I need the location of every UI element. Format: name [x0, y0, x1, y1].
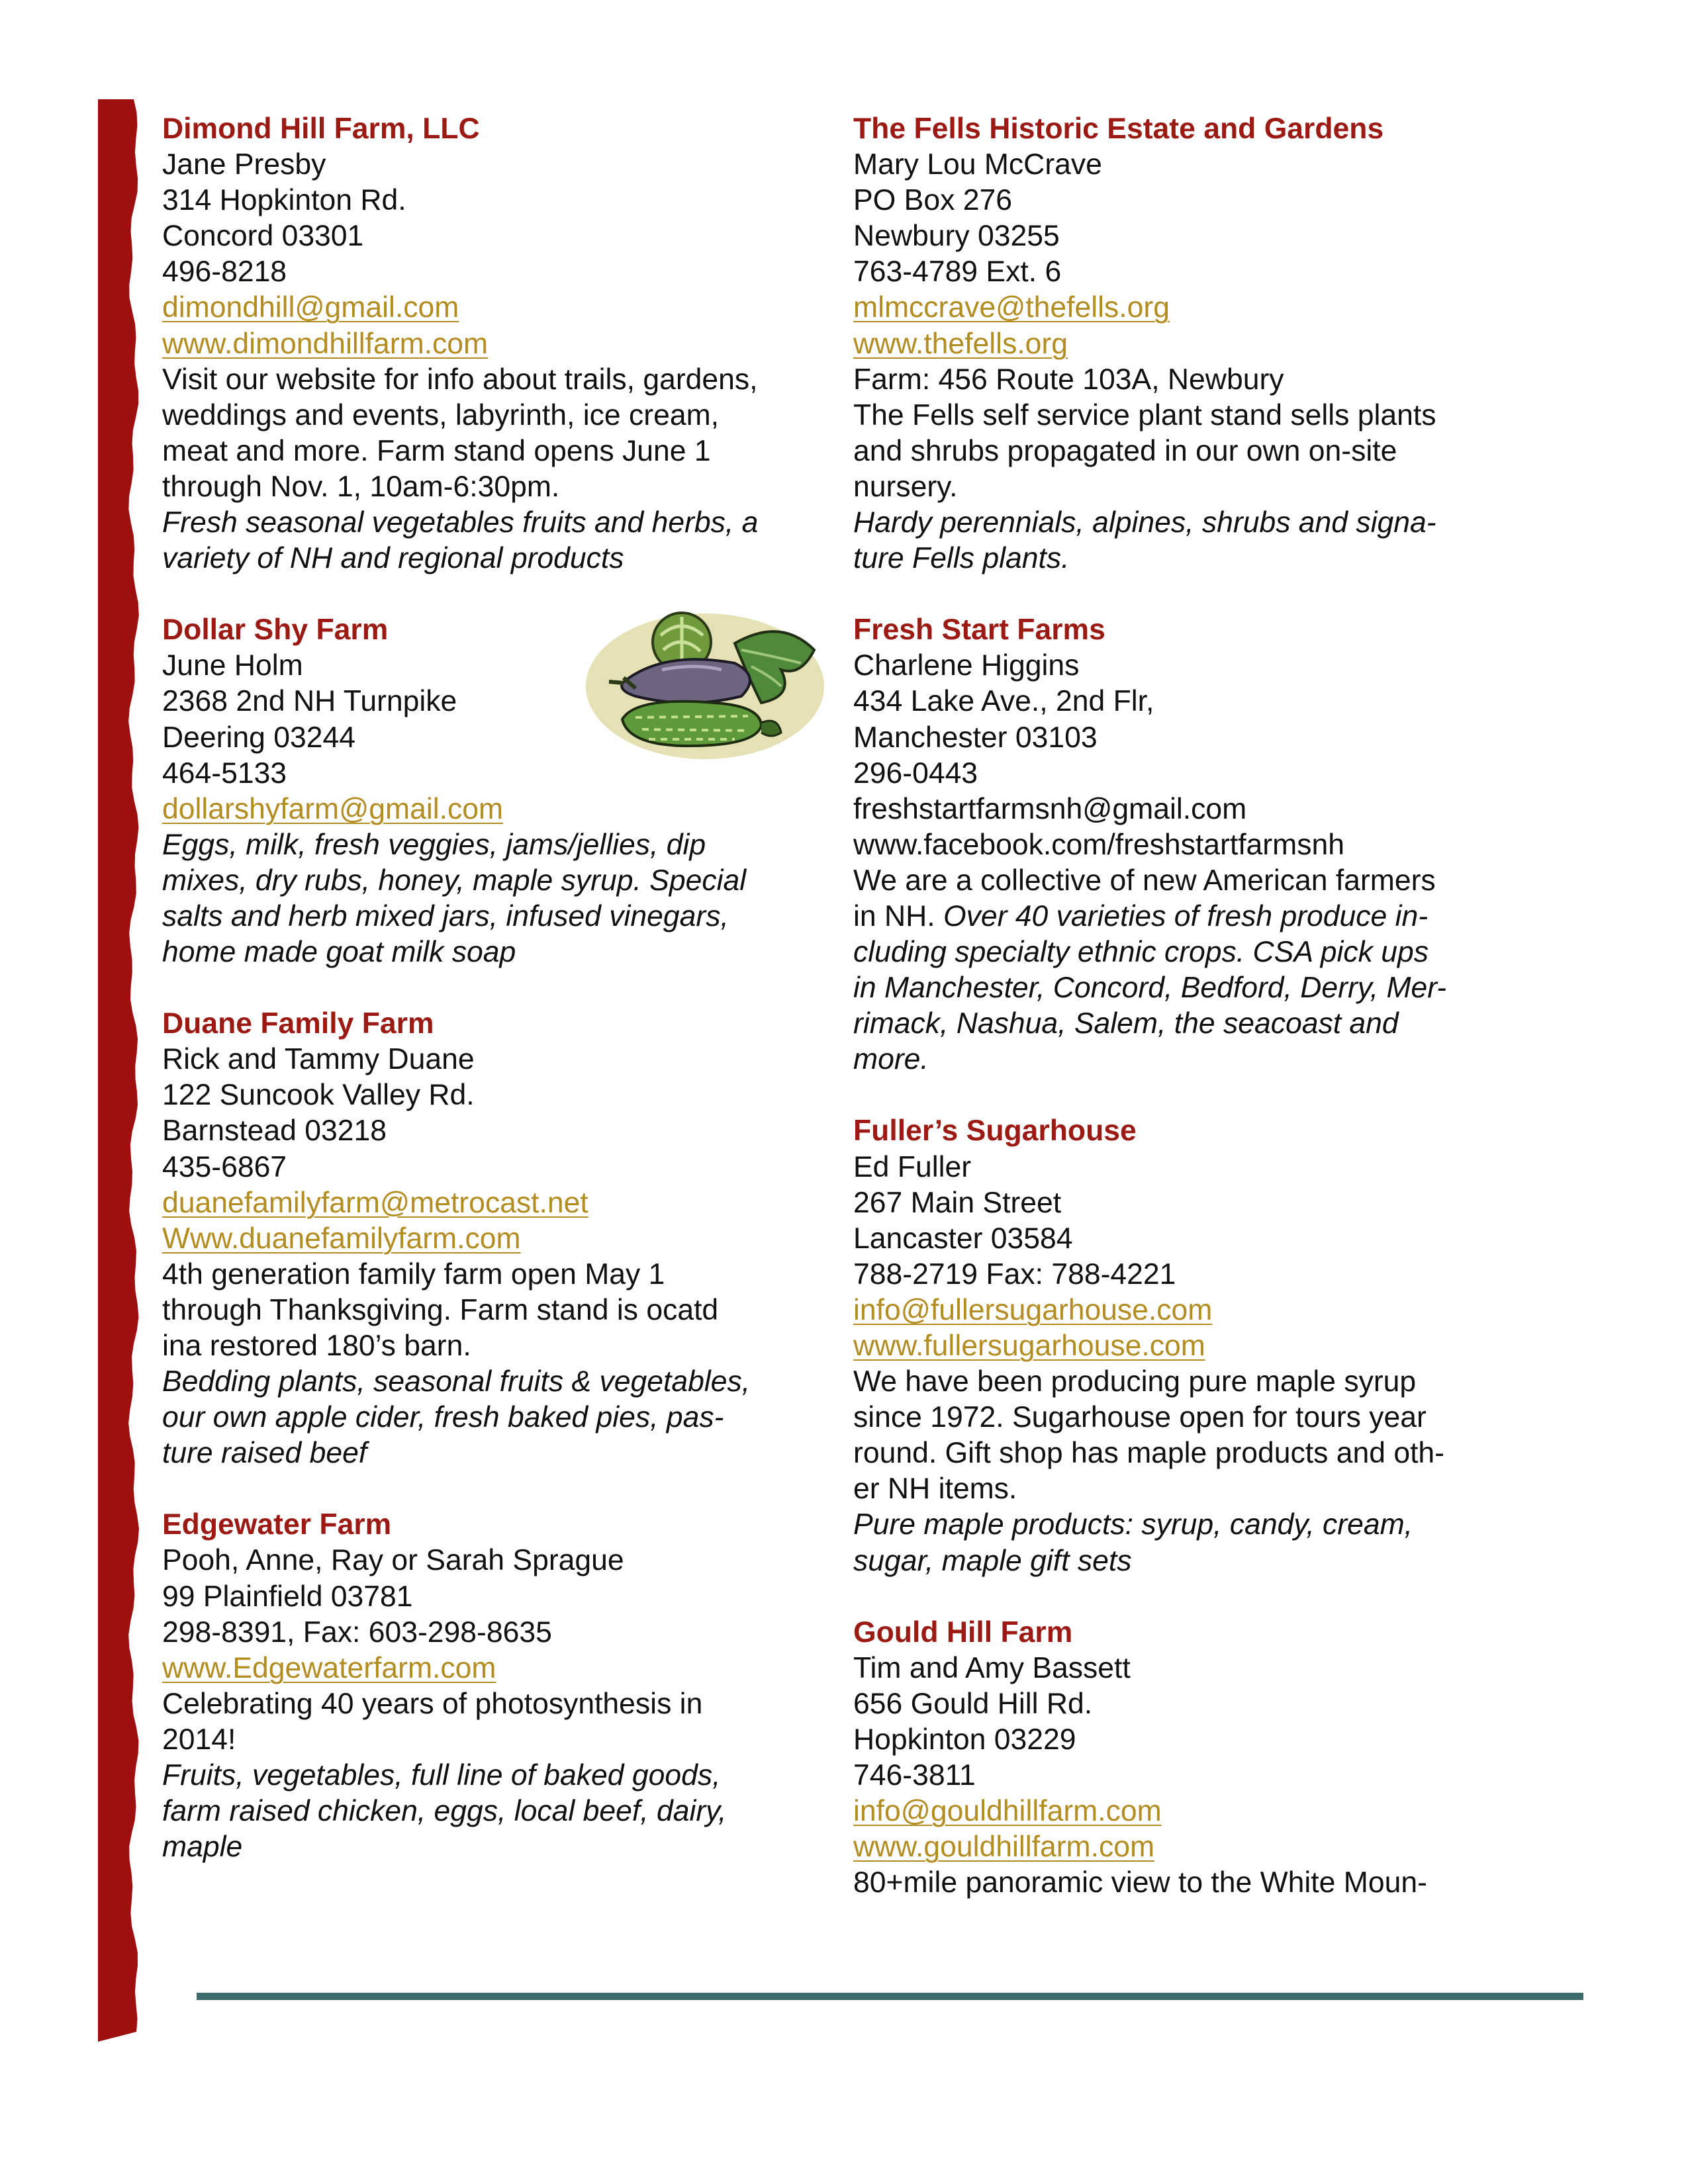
product-description: Pure maple products: syrup, candy, cream,: [853, 1508, 1413, 1541]
email-link[interactable]: info@fullersugarhouse.com: [853, 1293, 1213, 1326]
detail-line: 2368 2nd NH Turnpike: [162, 685, 457, 718]
bottom-rule: [197, 1993, 1583, 2000]
product-description: Hardy perennials, alpines, shrubs and signa-: [853, 506, 1436, 539]
product-description: Fruits, vegetables, full line of baked goods,: [162, 1759, 721, 1792]
product-description: farm raised chicken, eggs, local beef, dairy,: [162, 1795, 727, 1828]
detail-line: Pooh, Anne, Ray or Sarah Sprague: [162, 1544, 624, 1577]
farm-name: Edgewater Farm: [162, 1508, 392, 1541]
detail-line: 746-3811: [853, 1759, 976, 1792]
detail-line: We are a collective of new American farmers: [853, 864, 1436, 897]
detail-line: PO Box 276: [853, 184, 1012, 217]
detail-line: 434 Lake Ave., 2nd Flr,: [853, 685, 1154, 718]
email-link[interactable]: info@gouldhillfarm.com: [853, 1795, 1162, 1828]
detail-line: Lancaster 03584: [853, 1222, 1073, 1255]
farm-name: Gould Hill Farm: [853, 1615, 1073, 1649]
detail-line: nursery.: [853, 470, 958, 503]
detail-line: www.facebook.com/freshstartfarmsnh: [853, 828, 1344, 861]
detail-line: The Fells self service plant stand sells plants: [853, 398, 1436, 432]
right-column: [853, 111, 1545, 1936]
product-description: mixes, dry rubs, honey, maple syrup. Special: [162, 864, 747, 897]
product-description: salts and herb mixed jars, infused vinegars,: [162, 899, 729, 933]
website-link[interactable]: www.fullersugarhouse.com: [853, 1330, 1205, 1362]
detail-line: and shrubs propagated in our own on-site: [853, 434, 1397, 467]
detail-line: ina restored 180’s barn.: [162, 1330, 471, 1362]
detail-line: Barnstead 03218: [162, 1115, 387, 1148]
farm-name: Dimond Hill Farm, LLC: [162, 113, 480, 145]
detail-line: 656 Gould Hill Rd.: [853, 1687, 1093, 1720]
side-decorative-bar: [98, 99, 142, 2042]
detail-line: Hopkinton 03229: [853, 1723, 1076, 1756]
product-description: maple: [162, 1831, 243, 1864]
detail-line: Visit our website for info about trails, gardens,: [162, 363, 758, 396]
product-description: Bedding plants, seasonal fruits & vegetables,: [162, 1365, 751, 1398]
farm-entry: [853, 1113, 1545, 1578]
website-link[interactable]: www.dimondhillfarm.com: [162, 327, 489, 360]
website-link[interactable]: www.thefells.org: [853, 327, 1068, 360]
detail-line: Charlene Higgins: [853, 649, 1080, 682]
detail-line: Tim and Amy Bassett: [853, 1651, 1131, 1684]
detail-line: Rick and Tammy Duane: [162, 1043, 475, 1076]
farm-entry: [853, 612, 1545, 1077]
detail-line: 122 Suncook Valley Rd.: [162, 1079, 475, 1112]
detail-line: 4th generation family farm open May 1: [162, 1257, 665, 1291]
product-description: cluding specialty ethnic crops. CSA pick ups: [853, 936, 1429, 969]
farm-name: Duane Family Farm: [162, 1007, 434, 1040]
farm-name: Fresh Start Farms: [853, 614, 1105, 647]
detail-line: 267 Main Street: [853, 1186, 1062, 1219]
email-link[interactable]: duanefamilyfarm@metrocast.net: [162, 1186, 588, 1219]
detail-line: 763-4789 Ext. 6: [853, 255, 1062, 289]
detail-line: Jane Presby: [162, 148, 326, 181]
detail-line: freshstartfarmsnh@gmail.com: [853, 792, 1247, 825]
detail-line: 80+mile panoramic view to the White Moun-: [853, 1866, 1427, 1899]
website-link[interactable]: www.gouldhillfarm.com: [853, 1831, 1155, 1864]
product-description: in Manchester, Concord, Bedford, Derry, Mer-: [853, 972, 1447, 1005]
farm-entry: [162, 111, 854, 576]
product-description: variety of NH and regional products: [162, 542, 624, 575]
detail-line: Mary Lou McCrave: [853, 148, 1102, 181]
detail-line: meat and more. Farm stand opens June 1: [162, 434, 711, 467]
farm-name: Fuller’s Sugarhouse: [853, 1115, 1137, 1148]
detail-line: June Holm: [162, 649, 303, 682]
product-description: our own apple cider, fresh baked pies, pas-: [162, 1401, 724, 1434]
farm-name: Dollar Shy Farm: [162, 614, 389, 647]
detail-line: Manchester 03103: [853, 721, 1098, 754]
farm-entry: [853, 1615, 1545, 1901]
product-description: Fresh seasonal vegetables fruits and herbs, a: [162, 506, 759, 539]
product-description: sugar, maple gift sets: [853, 1544, 1132, 1577]
email-link[interactable]: dollarshyfarm@gmail.com: [162, 792, 504, 825]
website-link[interactable]: www.Edgewaterfarm.com: [162, 1651, 496, 1684]
product-description: Over 40 varieties of fresh produce in-: [943, 899, 1429, 933]
farm-name: The Fells Historic Estate and Gardens: [853, 113, 1384, 145]
detail-line: er NH items.: [853, 1473, 1017, 1506]
detail-line: round. Gift shop has maple products and oth-: [853, 1437, 1444, 1470]
detail-line: 496-8218: [162, 255, 287, 289]
detail-line: 314 Hopkinton Rd.: [162, 184, 406, 217]
product-description: ture raised beef: [162, 1437, 367, 1470]
product-description: home made goat milk soap: [162, 936, 516, 969]
detail-line: 788-2719 Fax: 788-4221: [853, 1257, 1176, 1291]
farm-entry: [162, 1507, 854, 1865]
vegetables-clipart: [583, 604, 834, 762]
email-link[interactable]: dimondhill@gmail.com: [162, 291, 459, 324]
detail-line: Ed Fuller: [853, 1150, 972, 1183]
website-link[interactable]: Www.duanefamilyfarm.com: [162, 1222, 521, 1255]
product-description: ture Fells plants.: [853, 542, 1070, 575]
left-column: [162, 111, 854, 1901]
farm-entry: [162, 1006, 854, 1471]
detail-line: 99 Plainfield 03781: [162, 1580, 413, 1613]
detail-text: in NH.: [853, 899, 943, 933]
detail-line: Farm: 456 Route 103A, Newbury: [853, 363, 1284, 396]
detail-line: 296-0443: [853, 756, 978, 790]
email-link[interactable]: mlmccrave@thefells.org: [853, 291, 1170, 324]
detail-line: 435-6867: [162, 1150, 287, 1183]
detail-line: [853, 899, 1545, 934]
detail-line: 2014!: [162, 1723, 236, 1756]
detail-line: 464-5133: [162, 756, 287, 790]
detail-line: Celebrating 40 years of photosynthesis in: [162, 1687, 703, 1720]
detail-line: through Thanksgiving. Farm stand is ocatd: [162, 1293, 719, 1326]
detail-line: weddings and events, labyrinth, ice cream,: [162, 398, 720, 432]
detail-line: 298-8391, Fax: 603-298-8635: [162, 1615, 552, 1649]
detail-line: since 1972. Sugarhouse open for tours year: [853, 1401, 1427, 1434]
farm-entry: [853, 111, 1545, 576]
product-description: more.: [853, 1043, 929, 1076]
product-description: Eggs, milk, fresh veggies, jams/jellies, dip: [162, 828, 706, 861]
detail-line: We have been producing pure maple syrup: [853, 1365, 1417, 1398]
product-description: rimack, Nashua, Salem, the seacoast and: [853, 1007, 1399, 1040]
detail-line: through Nov. 1, 10am-6:30pm.: [162, 470, 560, 503]
detail-line: Newbury 03255: [853, 220, 1060, 253]
detail-line: Concord 03301: [162, 220, 364, 253]
detail-line: Deering 03244: [162, 721, 355, 754]
